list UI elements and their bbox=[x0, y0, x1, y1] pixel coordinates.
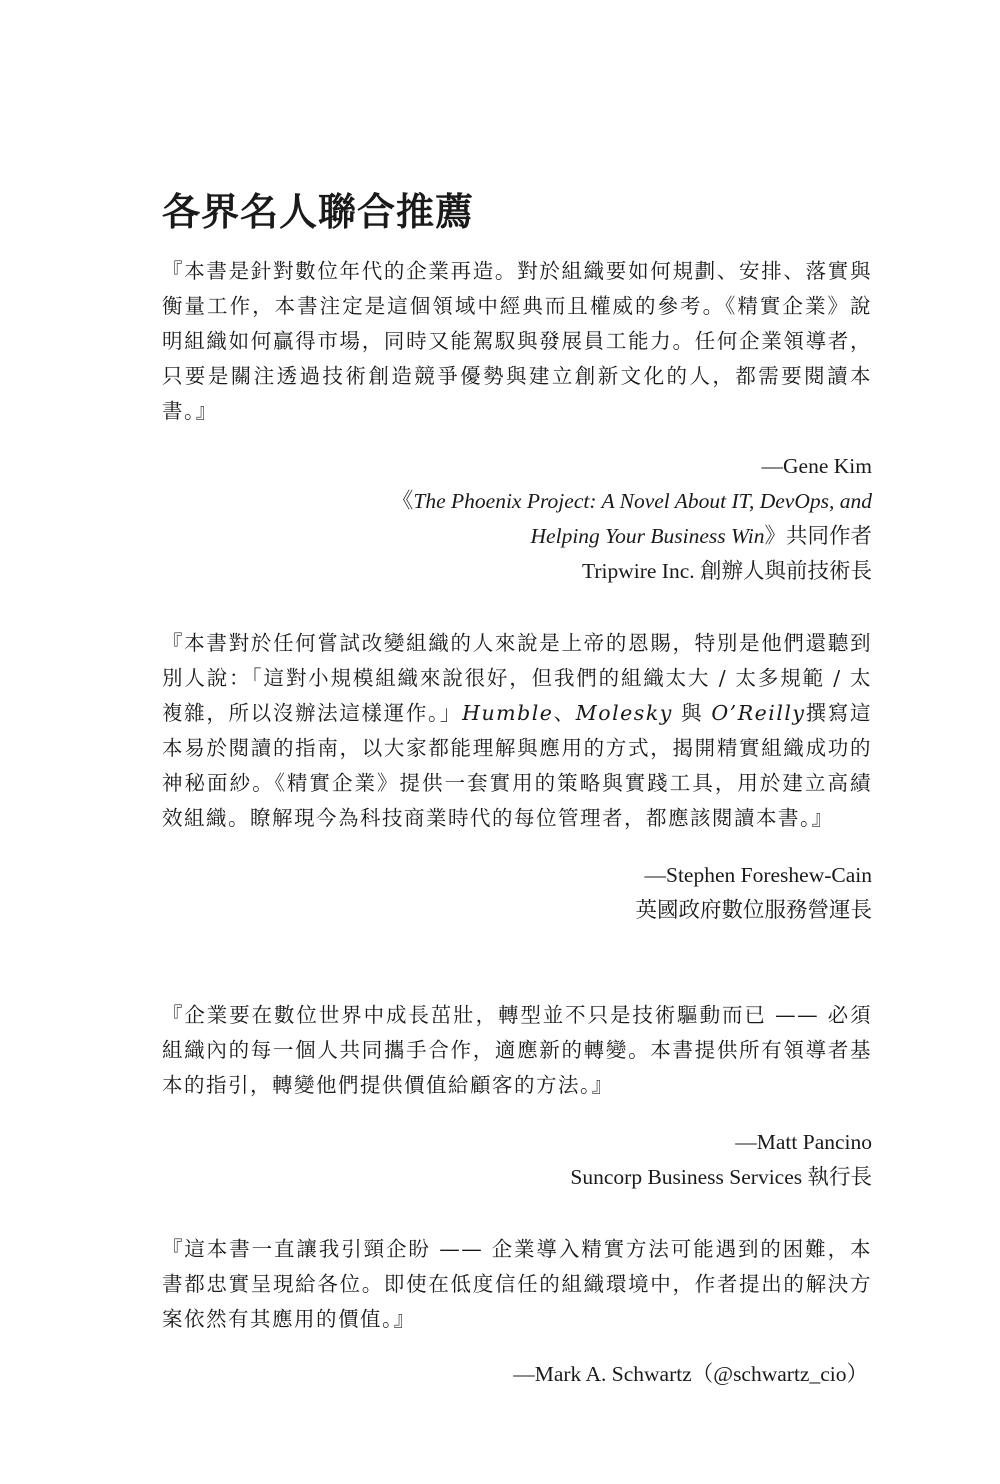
author-role: 英國政府數位服務營運長 bbox=[635, 898, 872, 922]
endorsement-stephen-foreshew-cain bbox=[162, 626, 872, 928]
author-name-humble: Humble bbox=[462, 701, 554, 725]
endorsement-matt-pancino bbox=[162, 998, 872, 1195]
author-name: —Gene Kim bbox=[761, 454, 872, 478]
attribution bbox=[162, 449, 872, 589]
author-name: —Stephen Foreshew-Cain bbox=[644, 863, 872, 887]
quote-text: 『這本書一直讓我引頸企盼 —— 企業導入精實方法可能遇到的困難，本書都忠實呈現給各位。即使在低度信任的組織環境中，作者提出的解決方案依然有其應用的價值。』 bbox=[162, 1237, 872, 1331]
book-title-part-2: Helping Your Business Win bbox=[530, 524, 765, 548]
quote-text: 『企業要在數位世界中成長茁壯，轉型並不只是技術驅動而已 —— 必須組織內的每一個人共同攜手合作，適應新的轉變。本書提供所有領導者基本的指引，轉變他們提供價值給顧客的方法。』 bbox=[162, 1003, 872, 1097]
name-separator: 、 bbox=[553, 701, 576, 725]
author-name-molesky: Molesky bbox=[575, 701, 673, 725]
name-separator: 與 bbox=[672, 701, 712, 725]
book-title-line-2 bbox=[162, 519, 872, 554]
author-name: —Mark A. Schwartz（@schwartz_cio） bbox=[513, 1362, 868, 1386]
author-role: Tripwire Inc. 創辦人與前技術長 bbox=[581, 559, 872, 583]
quote-text-part-2: 撰寫這本易於閱讀的指南，以大家都能理解與應用的方式，揭開精實組織成功的神秘面紗。《精實企業》提供一套實用的策略與實踐工具，用於建立高績效組織。瞭解現今為科技商業時代的每位管理者，都應該閱讀本書。』 bbox=[162, 701, 873, 830]
book-bracket-close: 》共同作者 bbox=[764, 524, 872, 548]
attribution bbox=[162, 1125, 872, 1195]
author-name-oreilly: O’Reilly bbox=[711, 701, 806, 725]
author-name: —Matt Pancino bbox=[735, 1130, 872, 1154]
book-title-line-1 bbox=[162, 484, 872, 519]
book-title-part-1: The Phoenix Project: A Novel About IT, DevOps, and bbox=[413, 489, 872, 513]
page-title: 各界名人聯合推薦 bbox=[162, 190, 475, 234]
attribution bbox=[162, 1357, 868, 1392]
quote-text-part-1: 『本書對於任何嘗試改變組織的人來說是上帝的恩賜，特別是他們還聽到別人說：「這對小規模組織來說很好，但我們的組織太大 / 太多規範 / 太複雜，所以沒辦法這樣運作。」 bbox=[162, 631, 872, 725]
author-role: Suncorp Business Services 執行長 bbox=[570, 1165, 872, 1189]
quote-text: 『本書是針對數位年代的企業再造。對於組織要如何規劃、安排、落實與衡量工作，本書注定是這個領域中經典而且權威的參考。《精實企業》說明組織如何贏得市場，同時又能駕馭與發展員工能力。任何企業領導者，只要是關注透過技術創造競爭優勢與建立創新文化的人，都需要閱讀本書。』 bbox=[162, 259, 872, 423]
endorsement-gene-kim bbox=[162, 254, 872, 589]
attribution bbox=[162, 858, 872, 928]
quote-text bbox=[162, 626, 872, 836]
book-bracket-open: 《 bbox=[391, 489, 414, 513]
endorsement-mark-schwartz bbox=[162, 1232, 872, 1392]
